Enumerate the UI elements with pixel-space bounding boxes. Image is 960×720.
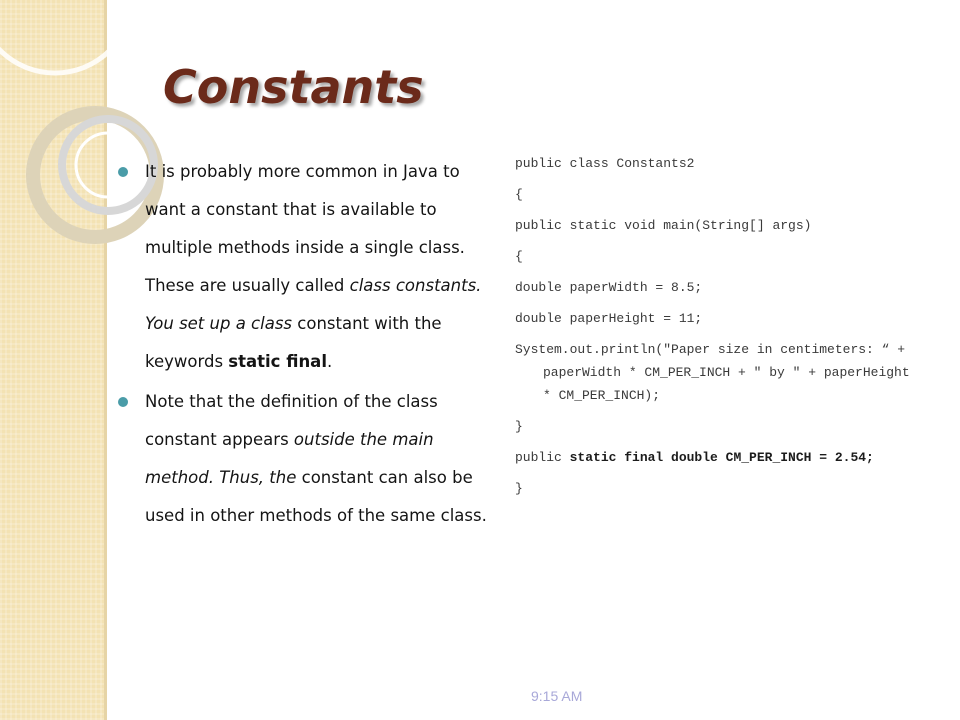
code-line: public static void main(String[] args) [515, 218, 812, 233]
code-keyword-public: public [515, 450, 562, 465]
code-line: { [515, 249, 523, 264]
bullet-text-run: class constants. You set up a class [145, 276, 482, 333]
code-line: public class Constants2 [515, 156, 695, 171]
code-block [515, 152, 920, 508]
constant-declaration-line [515, 446, 920, 469]
bullet-text-run: constant with the keywords [145, 314, 442, 371]
bullet-dot-icon [118, 397, 128, 407]
code-line: System.out.println("Paper size in centimeters: “ + paperWidth * CM_PER_INCH + " by " + paperHeight * CM_PER_INCH); [515, 342, 910, 403]
bullet-text-run: It is probably more common in Java to want a constant that is available to multiple methods inside a single class. These are usually called [145, 162, 465, 295]
bullet-text-run: Note that the definition of the class constant appears [145, 392, 438, 449]
decorative-ring [0, 0, 133, 73]
bullet-text-run: outside the main method. Thus, the [145, 430, 434, 487]
code-line: { [515, 187, 523, 202]
code-line: } [515, 481, 523, 496]
bullet-item [117, 383, 492, 535]
bullet-item [117, 153, 492, 381]
footer-timestamp: 9:15 AM [531, 688, 583, 704]
code-constant-declaration: static final double CM_PER_INCH = 2.54; [561, 450, 874, 465]
bullet-dot-icon [118, 167, 128, 177]
bullet-text-run: . [326, 352, 333, 371]
code-line: } [515, 419, 523, 434]
code-line: double paperWidth = 8.5; [515, 280, 703, 295]
code-line: double paperHeight = 11; [515, 311, 703, 326]
slide-title: Constants [163, 60, 424, 114]
bullet-list [117, 153, 492, 537]
bullet-text-run: static final [228, 352, 327, 371]
bullet-text-run: constant can also be used in other methods of the same class. [145, 468, 487, 525]
